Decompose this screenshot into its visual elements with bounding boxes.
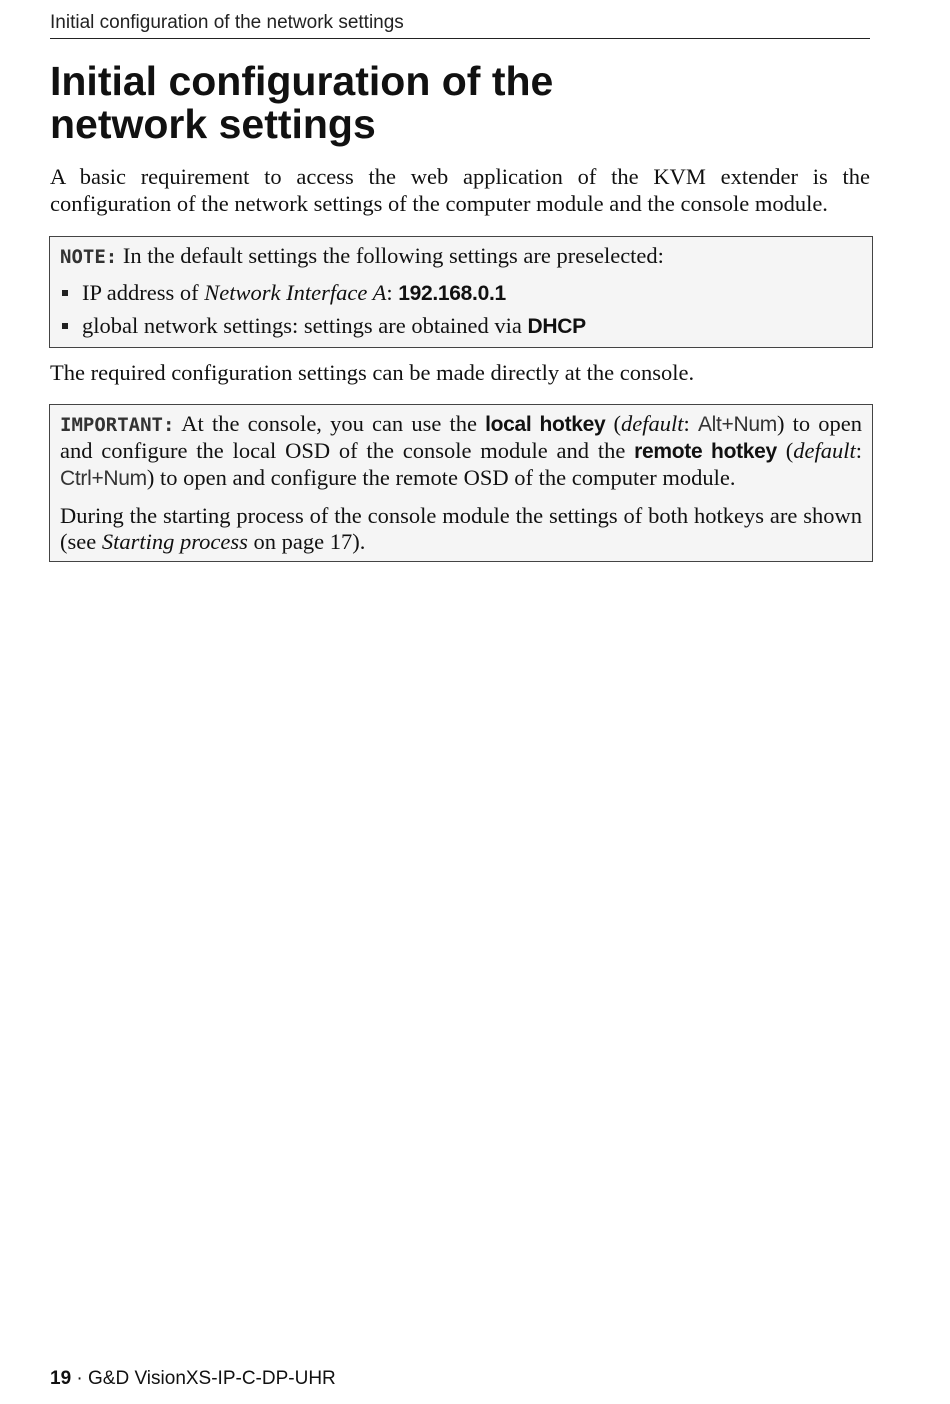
important-box <box>49 404 873 562</box>
console-paragraph: The required configuration settings can be made directly at the console. <box>50 360 695 385</box>
bullet-icon <box>62 290 68 296</box>
footer-title: · G&D VisionXS-IP-C-DP-UHR <box>71 1368 336 1389</box>
ctrl-num-key: Ctrl+Num <box>60 467 147 490</box>
note-text: In the default settings the following settings are preselected: <box>117 243 664 268</box>
note-box <box>49 236 873 348</box>
note-label: NOTE: <box>60 246 118 268</box>
intro-paragraph: A basic requirement to access the web application of the KVM extender is the configuration of the network settings of the computer module and the console module. <box>50 164 870 216</box>
page-title <box>50 60 870 146</box>
title-line-1: Initial configuration of the <box>50 58 554 104</box>
important-paragraph-2: During the starting process of the console module the settings of both hotkeys are shown (see Starting process on page 17). <box>60 503 862 554</box>
important-label: IMPORTANT: <box>60 414 175 436</box>
dhcp-value: DHCP <box>527 315 586 338</box>
running-header: Initial configuration of the network settings <box>50 12 870 39</box>
alt-num-key: Alt+Num <box>697 413 777 436</box>
note-list <box>60 280 862 340</box>
ip-address: 192.168.0.1 <box>398 282 506 305</box>
list-item: IP address of Network Interface A: 192.168.0.1 <box>60 280 862 307</box>
note-heading <box>60 243 862 270</box>
local-hotkey-term: local hotkey <box>485 413 606 436</box>
important-paragraph-1: IMPORTANT: At the console, you can use the local hotkey (default: Alt+Num) to open and configure the local OSD of the console module and the remote hotkey (default: Ctrl+Num) to open and configure the remote OSD of the computer module. <box>60 411 862 490</box>
list-item: global network settings: settings are obtained via DHCP <box>60 313 862 340</box>
starting-process-reference[interactable]: Starting process <box>101 529 248 554</box>
page-footer <box>50 1368 336 1390</box>
interface-name: Network Interface A <box>204 280 387 305</box>
title-line-2: network settings <box>50 101 376 147</box>
page-number: 19 <box>50 1368 72 1389</box>
bullet-icon <box>62 323 68 329</box>
remote-hotkey-term: remote hotkey <box>634 440 777 463</box>
